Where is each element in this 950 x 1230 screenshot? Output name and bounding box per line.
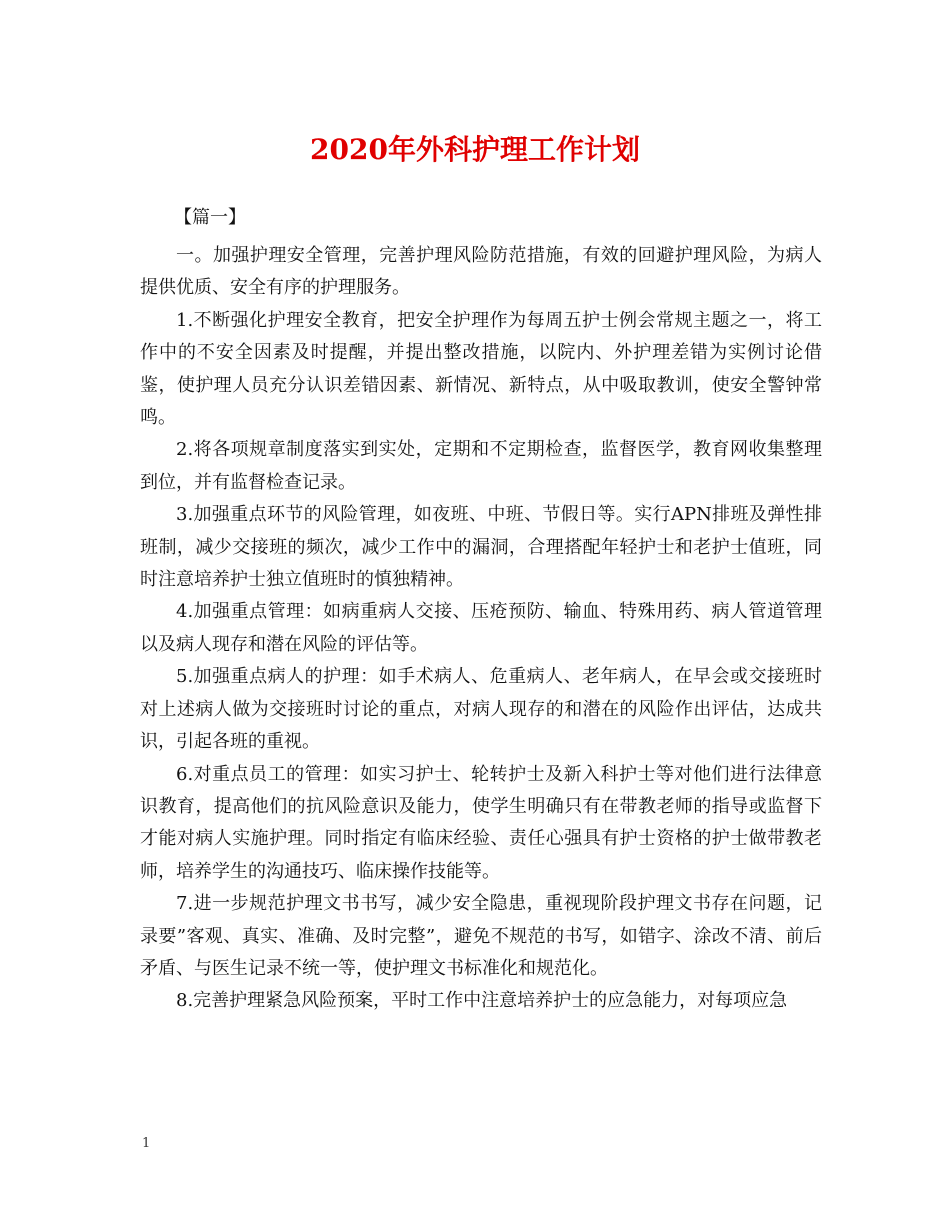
paragraph: 2.将各项规章制度落实到实处，定期和不定期检查，监督医学，教育网收集整理到位，并有监督检查记录。 bbox=[140, 439, 822, 493]
page-title: 2020年外科护理工作计划 bbox=[310, 133, 640, 166]
page-number: 1 bbox=[142, 1136, 151, 1151]
paragraph: 3.加强重点环节的风险管理，如夜班、中班、节假日等。实行APN排班及弹性排班制，减少交接班的频次，减少工作中的漏洞，合理搭配年轻护士和老护士值班，同时注意培养护士独立值班时的慎独精神。 bbox=[140, 504, 822, 591]
paragraph: 5.加强重点病人的护理：如手术病人、危重病人、老年病人，在早会或交接班时对上述病人做为交接班时讨论的重点，对病人现存的和潜在的风险作出评估，达成共识，引起各班的重视。 bbox=[140, 666, 822, 753]
paragraph: 1.不断强化护理安全教育，把安全护理作为每周五护士例会常规主题之一，将工作中的不安全因素及时提醒，并提出整改措施，以院内、外护理差错为实例讨论借鉴，使护理人员充分认识差错因素、新情况、新特点，从中吸取教训，使安全警钟常鸣。 bbox=[140, 309, 822, 429]
paragraph: 一。加强护理安全管理，完善护理风险防范措施，有效的回避护理风险，为病人提供优质、安全有序的护理服务。 bbox=[140, 245, 822, 299]
document-body bbox=[140, 240, 822, 1018]
paragraph: 8.完善护理紧急风险预案，平时工作中注意培养护士的应急能力，对每项应急 bbox=[176, 990, 788, 1012]
paragraph: 4.加强重点管理：如病重病人交接、压疮预防、输血、特殊用药、病人管道管理以及病人现存和潜在风险的评估等。 bbox=[140, 601, 822, 655]
paragraph: 7.进一步规范护理文书书写，减少安全隐患，重视现阶段护理文书存在问题，记录要”客观、真实、准确、及时完整”，避免不规范的书写，如错字、涂改不清、前后矛盾、与医生记录不统一等，使护理文书标准化和规范化。 bbox=[140, 893, 822, 979]
paragraph: 6.对重点员工的管理：如实习护士、轮转护士及新入科护士等对他们进行法律意识教育，提高他们的抗风险意识及能力，使学生明确只有在带教老师的指导或监督下才能对病人实施护理。同时指定有临床经验、责任心强具有护士资格的护士做带教老师，培养学生的沟通技巧、临床操作技能等。 bbox=[140, 763, 822, 882]
section-label: 【篇一】 bbox=[174, 207, 246, 228]
